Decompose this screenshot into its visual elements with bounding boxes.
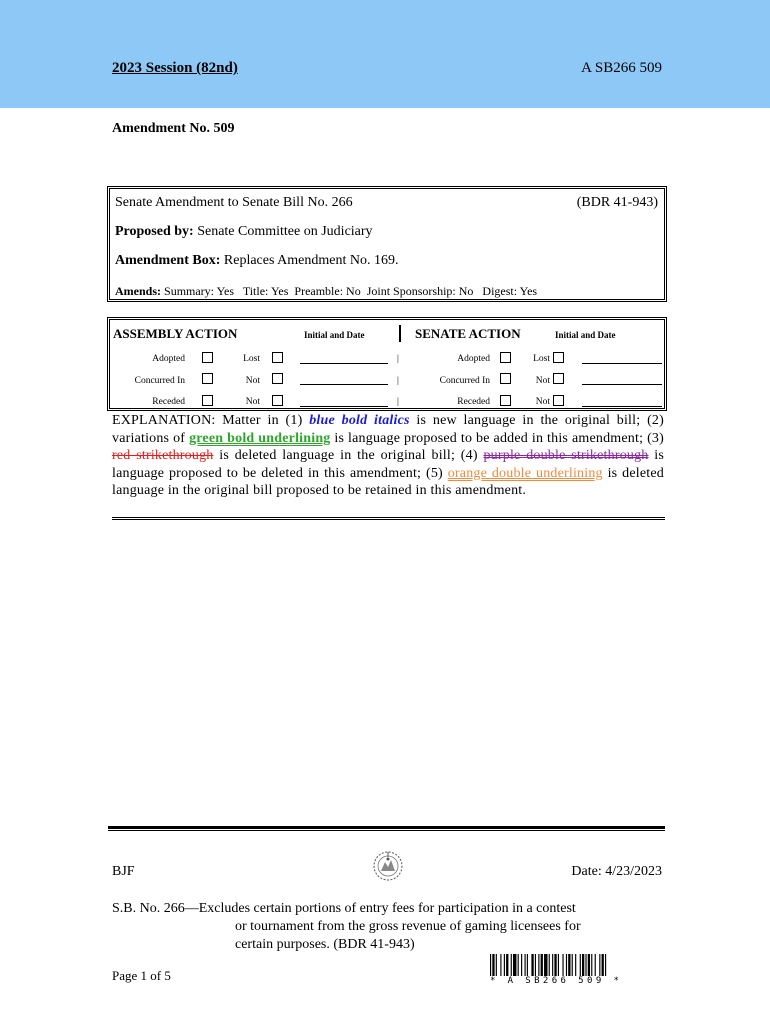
assembly-concurred-label: Concurred In [134,376,185,386]
assembly-not-label: Not [245,376,260,386]
amends-row [115,284,537,299]
senate-not-label: Not [535,376,550,386]
proposed-by [115,224,373,240]
senate-initial-line[interactable] [582,384,662,385]
senate-lost-checkbox[interactable] [553,352,564,363]
proposed-label: Proposed by: [115,224,194,239]
explanation-divider [112,517,665,520]
bill-code: A SB266 509 [581,60,662,76]
explanation-text: is language proposed to be added in this amendment; (3) [330,430,664,446]
senate-lost-label: Lost [533,354,550,364]
assembly-initial-line[interactable] [300,406,388,407]
senate-initial-line[interactable] [582,363,662,364]
red-legend: red strikethrough [112,448,214,464]
senate-adopted-checkbox[interactable] [500,352,511,363]
assembly-lost-checkbox[interactable] [272,352,283,363]
assembly-receded-label: Receded [152,397,185,407]
assembly-lost-label: Lost [243,354,260,364]
explanation-text: EXPLANATION: Matter in (1) [112,413,310,428]
assembly-not-label: Not [245,397,260,407]
drafter-initials: BJF [112,864,135,879]
orange-legend: orange double underlining [447,465,603,481]
action-divider [399,325,401,342]
row-pipe: | [397,376,399,386]
amendment-box-row [115,253,398,269]
senate-concurred-label: Concurred In [439,376,490,386]
amendment-title: Senate Amendment to Senate Bill No. 266 [115,195,353,210]
header-band [0,0,770,108]
assembly-initial-date: Initial and Date [304,330,365,340]
summary-line: S.B. No. 266—Excludes certain portions of entry fees for participation in a contest [112,901,576,916]
page-number: Page 1 of 5 [112,968,171,983]
amendment-box-value: Replaces Amendment No. 169. [223,253,399,268]
bdr-number: (BDR 41-943) [576,195,658,210]
purple-legend: purple double strikethrough [483,448,649,464]
assembly-adopted-checkbox[interactable] [202,352,213,363]
explanation-text: is language proposed to be deleted in this amendment; (5) [112,448,664,481]
senate-concurred-checkbox[interactable] [500,373,511,384]
state-seal-icon [372,849,404,883]
senate-not-checkbox[interactable] [553,373,564,384]
summary-line: certain purposes. (BDR 41-943) [235,937,415,952]
amends-value: Summary: Yes Title: Yes Preamble: No Joint Sponsorship: No Digest: Yes [164,284,538,298]
amendment-box-label: Amendment Box: [115,253,221,268]
assembly-not-checkbox[interactable] [272,395,283,406]
green-legend: green bold underlining [189,430,331,446]
blue-legend: blue bold italics [309,413,410,428]
senate-adopted-label: Adopted [457,354,490,364]
senate-not-label: Not [535,397,550,407]
assembly-action-title: ASSEMBLY ACTION [113,326,238,341]
explanation-paragraph [112,412,664,500]
senate-receded-label: Receded [457,397,490,407]
assembly-adopted-label: Adopted [152,354,185,364]
assembly-initial-line[interactable] [300,363,388,364]
senate-action-title: SENATE ACTION [415,326,521,341]
row-pipe: | [397,397,399,407]
bill-summary [112,900,672,954]
explanation-text: is deleted language in the original bill; (4) [213,448,484,464]
assembly-not-checkbox[interactable] [272,373,283,384]
proposed-value: Senate Committee on Judiciary [197,224,373,239]
senate-initial-line[interactable] [582,406,662,407]
action-box [107,317,667,411]
amendment-date: Date: 4/23/2023 [571,864,662,879]
explanation-text: is new language in the original bill; (2) variations of [112,413,664,446]
amendment-info-box [107,186,667,302]
barcode-icon [490,954,662,976]
footer-divider [108,826,665,831]
amends-label: Amends: [115,284,162,298]
senate-receded-checkbox[interactable] [500,395,511,406]
amendment-number: Amendment No. 509 [112,121,235,136]
assembly-initial-line[interactable] [300,384,388,385]
summary-line: or tournament from the gross revenue of gaming licensees for [235,919,581,934]
assembly-receded-checkbox[interactable] [202,395,213,406]
row-pipe: | [397,354,399,364]
explanation-text: is deleted language in the original bill proposed to be retained in this amendment. [112,465,664,499]
senate-initial-date: Initial and Date [555,330,616,340]
barcode-text: * A SB266 509 * [490,976,623,986]
senate-not-checkbox[interactable] [553,395,564,406]
assembly-concurred-checkbox[interactable] [202,373,213,384]
session-title: 2023 Session (82nd) [112,60,238,76]
